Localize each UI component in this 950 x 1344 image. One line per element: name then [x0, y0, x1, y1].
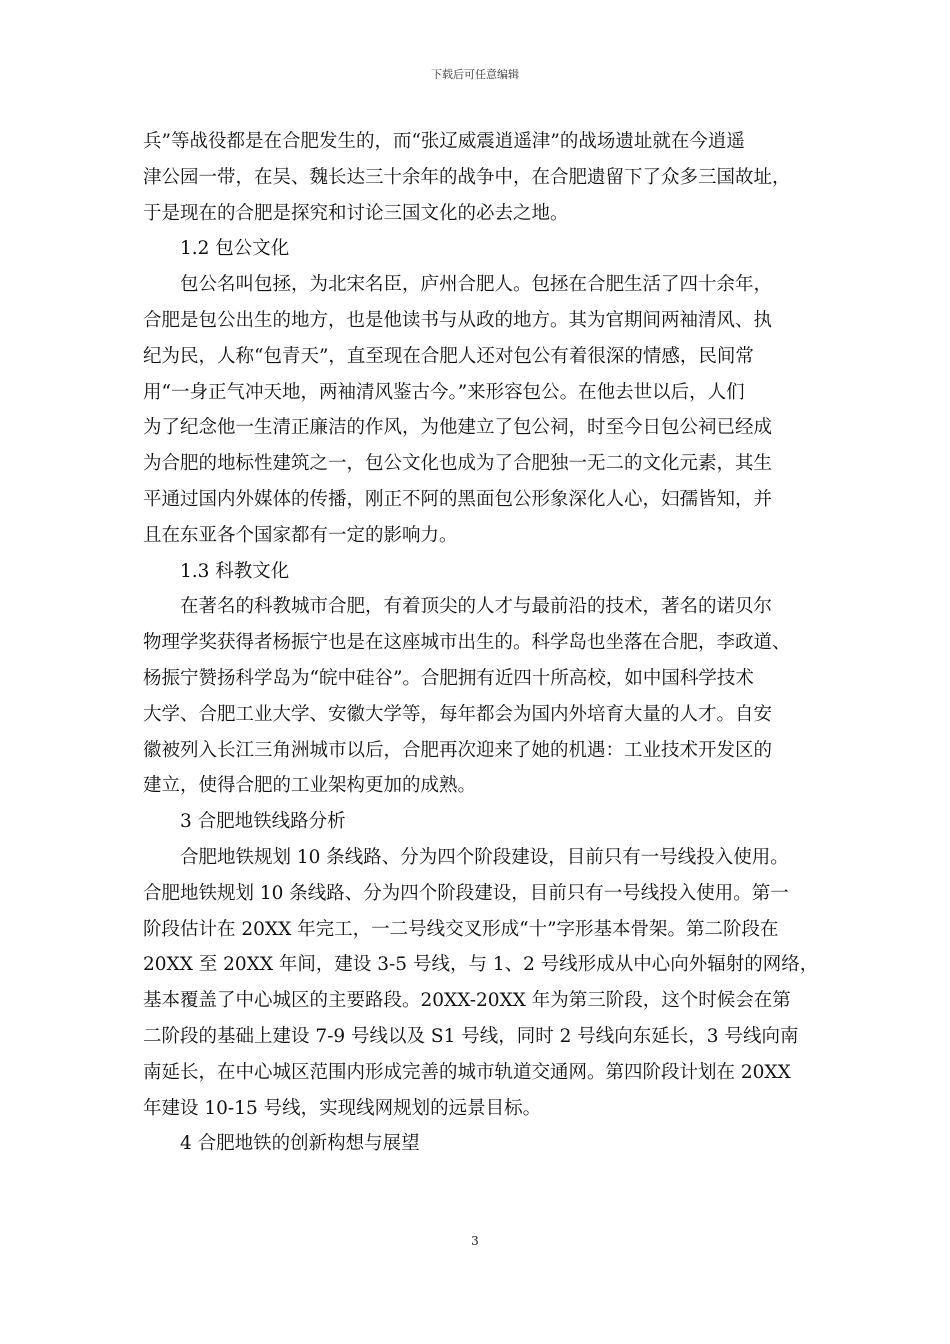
text-line: 二阶段的基础上建设 7-9 号线以及 S1 号线，同时 2 号线向东延长，3 号线向南: [143, 1025, 799, 1047]
text-line: 杨振宁赞扬科学岛为“皖中硅谷”。合肥拥有近四十所高校，如中国科学技术: [143, 667, 754, 689]
text-line: 合肥地铁规划 10 条线路、分为四个阶段建设，目前只有一号线投入使用。: [180, 846, 789, 868]
text-line: 平通过国内外媒体的传播，刚正不阿的黑面包公形象深化人心，妇孺皆知，并: [143, 488, 773, 510]
text-line: 建立，使得合肥的工业架构更加的成熟。: [143, 775, 477, 797]
text-line: 且在东亚各个国家都有一定的影响力。: [143, 524, 458, 546]
text-line: 用“一身正气冲天地，两袖清风鉴古今。”来形容包公。在他去世以后，人们: [143, 381, 745, 403]
text-line: 包公名叫包拯，为北宋名臣，庐州合肥人。包拯在合肥生活了四十余年，: [180, 274, 773, 296]
text-line: 纪为民，人称“包青天”，直至现在合肥人还对包公有着很深的情感，民间常: [143, 345, 754, 367]
text-line: 20XX 至 20XX 年间，建设 3-5 号线，与 1、2 号线形成从中心向外辐射的网络，: [143, 954, 819, 976]
page-number: 3: [471, 1234, 479, 1248]
text-line: 津公园一带，在吴、魏长达三十余年的战争中，在合肥遗留下了众多三国故址，: [143, 166, 791, 188]
text-line: 物理学奖获得者杨振宁也是在这座城市出生的。科学岛也坐落在合肥，李政道、: [143, 632, 791, 654]
text-line: 1.2 包公文化: [180, 238, 290, 260]
text-line: 为了纪念他一生清正廉洁的作风，为他建立了包公祠，时至今日包公祠已经成: [143, 417, 773, 439]
text-line: 基本覆盖了中心城区的主要路段。20XX-20XX 年为第三阶段，这个时候会在第: [143, 990, 791, 1012]
text-line: 3 合肥地铁线路分析: [180, 811, 346, 833]
text-line: 徽被列入长江三角洲城市以后，合肥再次迎来了她的机遇：工业技术开发区的: [143, 739, 773, 761]
text-line: 南延长，在中心城区范围内形成完善的城市轨道交通网。第四阶段计划在 20XX: [143, 1061, 791, 1083]
text-line: 1.3 科教文化: [180, 560, 290, 582]
page-header: 下载后可任意编辑: [431, 68, 519, 81]
text-line: 阶段估计在 20XX 年完工，一二号线交叉形成“十”字形基本骨架。第二阶段在: [143, 918, 779, 940]
text-line: 于是现在的合肥是探究和讨论三国文化的必去之地。: [143, 202, 569, 224]
text-line: 年建设 10-15 号线，实现线网规划的远景目标。: [143, 1097, 542, 1119]
text-line: 4 合肥地铁的创新构想与展望: [180, 1133, 420, 1155]
text-line: 合肥地铁规划 10 条线路、分为四个阶段建设，目前只有一号线投入使用。第一: [143, 882, 789, 904]
text-line: 兵”等战役都是在合肥发生的，而“张辽威震逍遥津”的战场遗址就在今逍遥: [143, 131, 745, 152]
document-body: [143, 124, 819, 1162]
text-line: 为合肥的地标性建筑之一，包公文化也成为了合肥独一无二的文化元素，其生: [143, 453, 773, 475]
text-line: 合肥是包公出生的地方，也是他读书与从政的地方。其为官期间两袖清风、执: [143, 309, 773, 331]
text-line: 大学、合肥工业大学、安徽大学等，每年都会为国内外培育大量的人才。自安: [143, 703, 773, 725]
text-line: 在著名的科教城市合肥，有着顶尖的人才与最前沿的技术，著名的诺贝尔: [180, 596, 773, 618]
